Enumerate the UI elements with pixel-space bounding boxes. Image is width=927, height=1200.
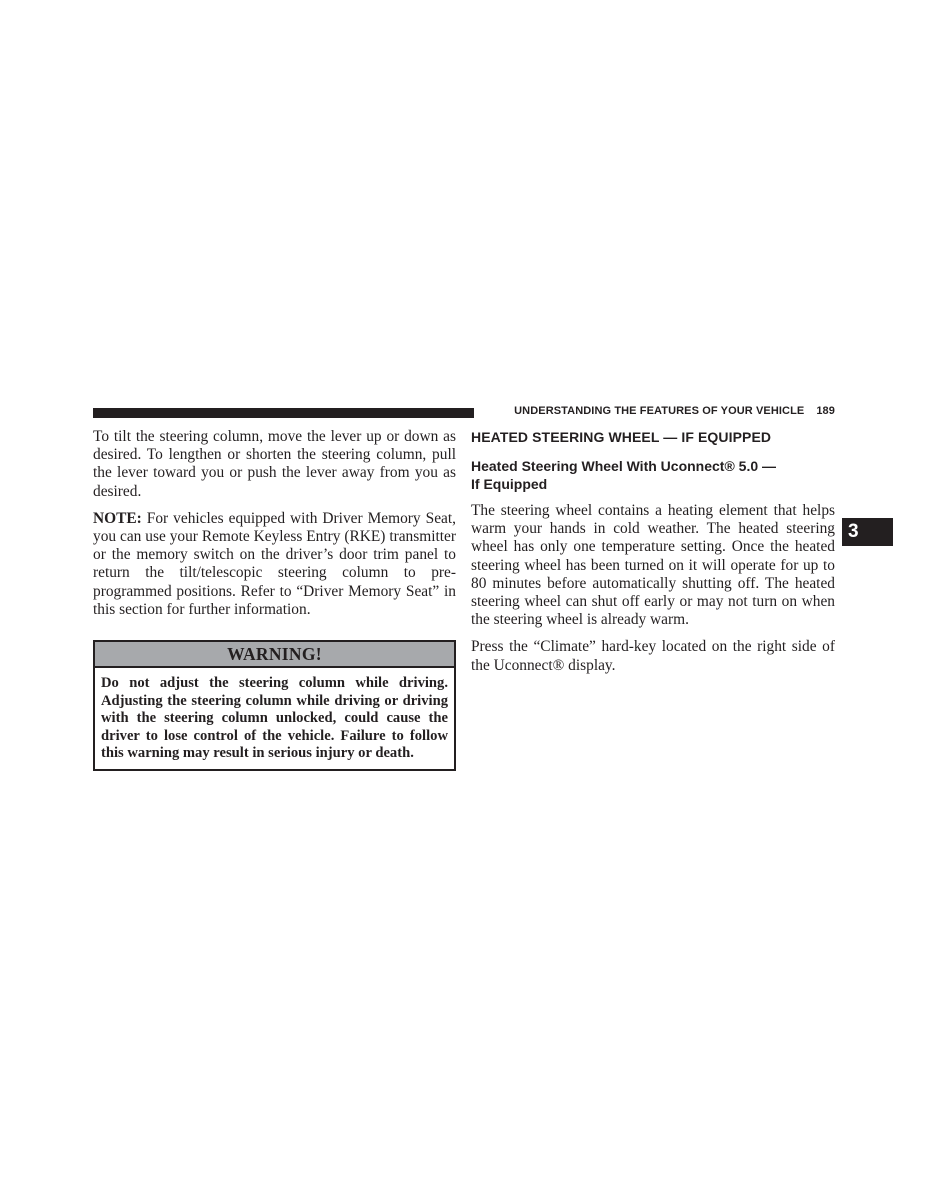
tilt-paragraph: To tilt the steering column, move the lever up or down as desired. To lengthen or shorten the steering column, pull the lever toward you or push the lever away from you as desired. [93, 428, 456, 500]
note-text: For vehicles equipped with Driver Memory Seat, you can use your Remote Keyless Entry (RKE) transmitter or the memory switch on the driver’s door trim panel to return the tilt/telescopic steering column to preprogrammed positions. Refer to “Driver Memory Seat” in this section for further information. [93, 509, 456, 618]
note-paragraph [93, 510, 456, 619]
note-label: NOTE: [93, 509, 142, 527]
running-header [483, 405, 835, 421]
page-number: 189 [816, 405, 835, 417]
heating-paragraph: The steering wheel contains a heating element that helps warm your hands in cold weather. The heated steering wheel has only one temperature setting. Once the heated steering wheel has been turned on it will operate for up to 80 minutes before automatically shutting off. The heated steering wheel can shut off early or may not turn on when the steering wheel is already warm. [471, 502, 835, 629]
warning-title: WARNING! [95, 642, 454, 668]
climate-paragraph: Press the “Climate” hard-key located on the right side of the Uconnect® display. [471, 638, 835, 674]
subheading-line1: Heated Steering Wheel With Uconnect® 5.0 — [471, 458, 777, 474]
right-column [471, 428, 835, 675]
warning-box [93, 640, 456, 771]
warning-body: Do not adjust the steering column while driving. Adjusting the steering column while driving or driving with the steering column unlocked, could cause the driver to lose control of the vehicle. Failure to follow this warning may result in serious injury or death. [101, 675, 448, 762]
section-title: UNDERSTANDING THE FEATURES OF YOUR VEHICLE [514, 405, 805, 417]
subsection-heading [471, 457, 835, 493]
chapter-tab: 3 [842, 518, 893, 546]
subheading-line2: If Equipped [471, 476, 548, 492]
left-column [93, 428, 456, 771]
header-rule [93, 408, 474, 418]
section-heading: HEATED STEERING WHEEL — IF EQUIPPED [471, 429, 772, 445]
